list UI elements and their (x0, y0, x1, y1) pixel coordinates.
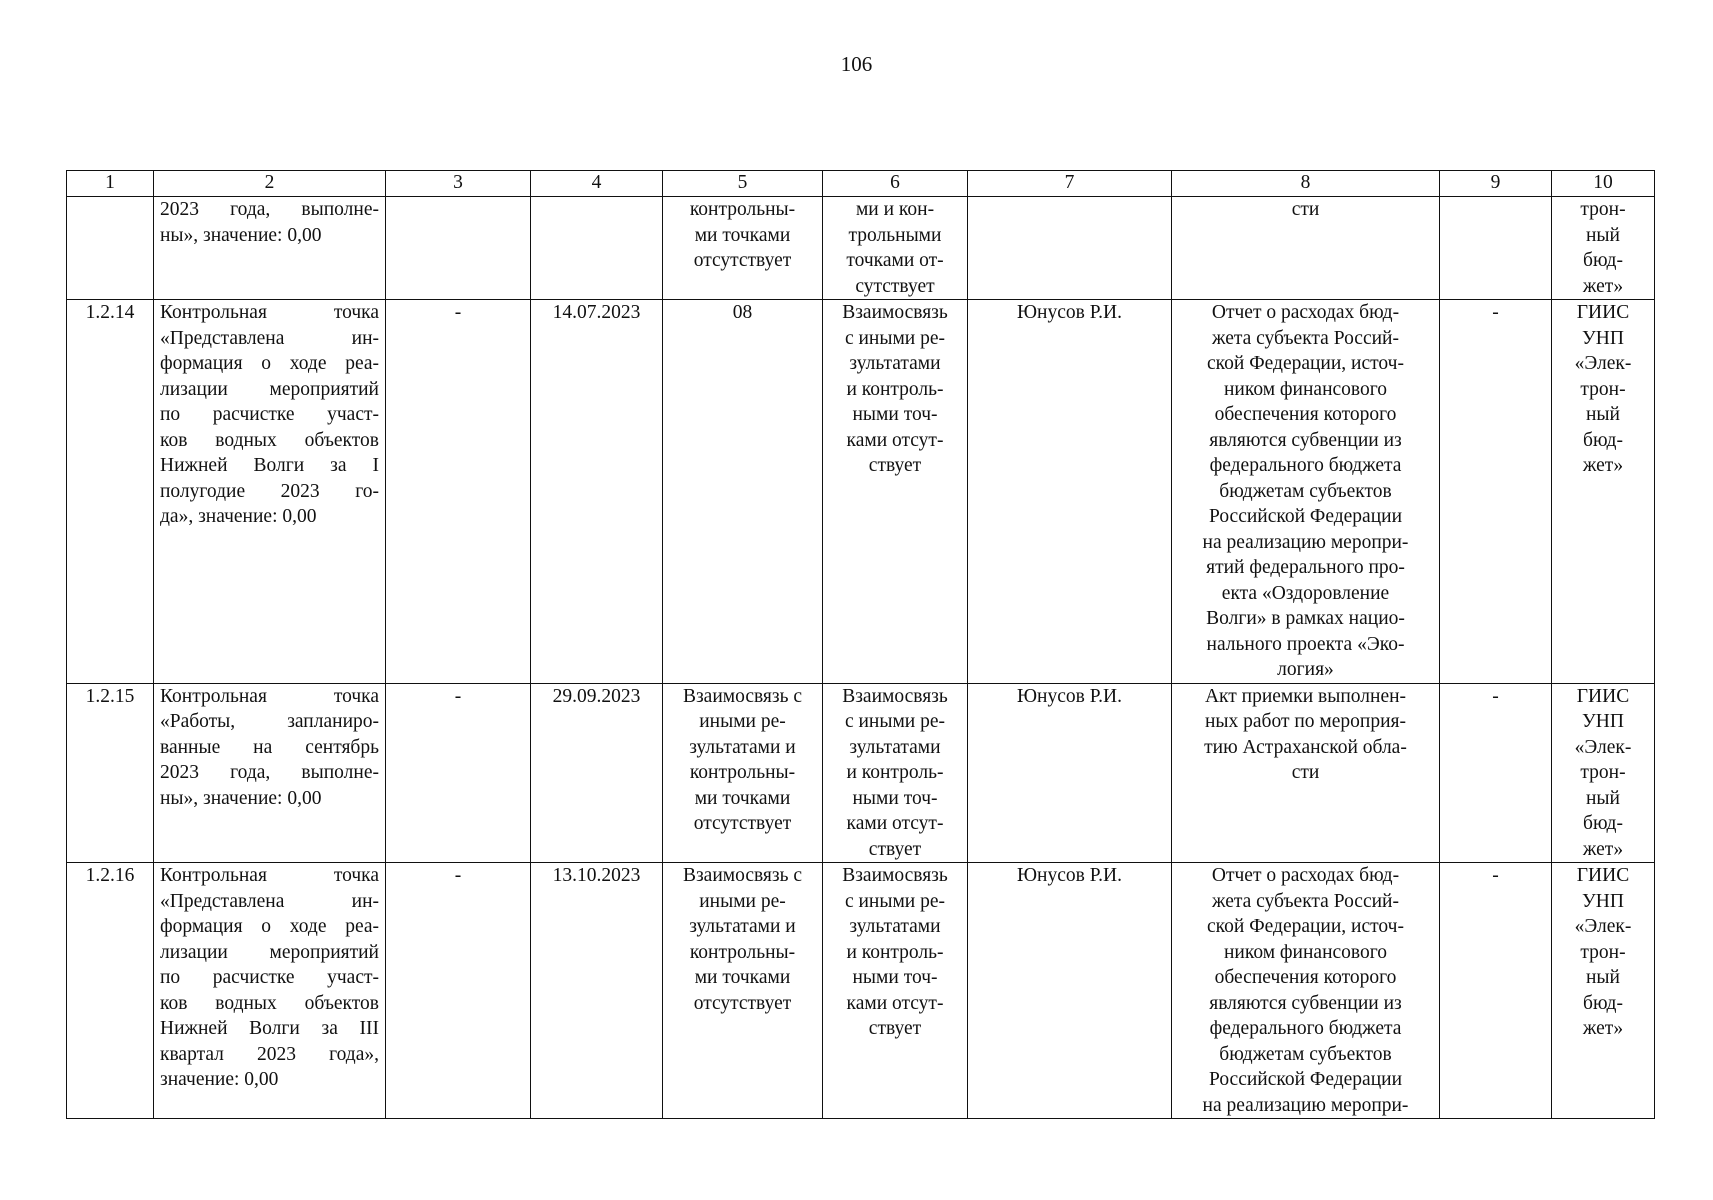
text-line: являются субвенции из (1209, 992, 1402, 1014)
text-line: жет» (1582, 1018, 1624, 1039)
confirming-document (1172, 683, 1440, 863)
text-line: ками отсут- (846, 429, 944, 451)
text-line: Волги» в рамках нацио- (1206, 608, 1405, 629)
column-9-value (1440, 197, 1552, 300)
text-line: федерального бюджета (1209, 1018, 1402, 1039)
text-line: и контроль- (846, 762, 944, 783)
text-line: сти (1291, 762, 1320, 783)
confirming-document (1172, 197, 1440, 300)
text-line: трон- (1580, 199, 1626, 220)
text-line: Контрольная точка (160, 865, 379, 886)
row-number: 1.2.14 (67, 300, 154, 684)
responsible-person: Юнусов Р.И. (968, 683, 1172, 863)
column-header: 3 (386, 171, 531, 197)
text-line: ный (1586, 787, 1620, 809)
control-point-name (154, 683, 386, 863)
text-line: «Элек- (1574, 916, 1632, 937)
text-line: трон- (1580, 941, 1626, 963)
text-line: Взаимосвязь (842, 865, 948, 886)
text-line: Отчет о расходах бюд- (1211, 865, 1400, 886)
column-5-value (663, 683, 823, 863)
text-line: полугодие 2023 го- (160, 480, 379, 502)
column-header: 9 (1440, 171, 1552, 197)
text-line: ков водных объектов (160, 992, 379, 1014)
text-line: иными ре- (699, 711, 786, 732)
text-line: Акт приемки выполнен- (1204, 685, 1407, 707)
text-line: сутствует (855, 275, 935, 297)
text-line: Взаимосвязь (842, 685, 948, 707)
text-line: ГИИС (1576, 685, 1630, 707)
deadline-date: 29.09.2023 (531, 683, 663, 863)
text-line: жета субъекта Россий- (1211, 890, 1399, 912)
column-9-value: - (1440, 683, 1552, 863)
text-line: Нижней Волги за I (160, 455, 379, 476)
text-line: ской Федерации, источ- (1207, 353, 1404, 374)
text-line: бюд- (1583, 429, 1623, 451)
text-line: ми точками (694, 967, 791, 988)
column-header: 7 (968, 171, 1172, 197)
text-line: 2023 года, выполне- (160, 199, 379, 220)
text-line: Взаимосвязь с (682, 865, 803, 886)
text-line: ными точ- (852, 404, 938, 425)
deadline-date: 13.10.2023 (531, 863, 663, 1119)
column-3-value: - (386, 863, 531, 1119)
confirming-document (1172, 863, 1440, 1119)
text-line: 2023 года, выполне- (160, 762, 379, 783)
control-point-name (154, 300, 386, 684)
information-system (1552, 683, 1655, 863)
column-5-value (663, 197, 823, 300)
text-line: ными точ- (852, 787, 938, 809)
text-line: ГИИС (1576, 865, 1630, 886)
text-line: бюд- (1583, 992, 1623, 1014)
text-line: ми и кон- (855, 199, 935, 220)
text-line: бюджетам субъектов (1219, 480, 1392, 502)
text-line: ными точ- (852, 967, 938, 988)
column-header: 4 (531, 171, 663, 197)
text-line: УНП (1582, 711, 1624, 732)
text-line: по расчистке участ- (160, 967, 379, 988)
text-line: с иными ре- (844, 890, 946, 912)
text-line: ми точками (694, 224, 791, 246)
information-system (1552, 197, 1655, 300)
header-row (67, 171, 1655, 197)
text-line: ской Федерации, источ- (1207, 916, 1404, 937)
control-point-name (154, 197, 386, 300)
text-line: «Представлена ин- (160, 327, 379, 349)
text-line: являются субвенции из (1209, 429, 1402, 451)
text-line: «Работы, запланиро- (160, 711, 379, 732)
text-line: Контрольная точка (160, 685, 379, 707)
text-line: обеспечения которого (1214, 967, 1397, 988)
text-line: обеспечения которого (1214, 404, 1397, 425)
text-line: отсутствует (693, 992, 792, 1014)
page-number: 106 (840, 52, 873, 76)
column-header: 1 (67, 171, 154, 197)
text-line: квартал 2023 года», (160, 1043, 379, 1065)
text-line: 08 (732, 302, 753, 323)
text-line: логия» (1277, 659, 1334, 680)
text-line: ми точками (694, 787, 791, 809)
text-line: отсутствует (693, 250, 792, 271)
text-line: ков водных объектов (160, 429, 379, 451)
text-line: екта «Оздоровление (1221, 582, 1390, 604)
table-row (67, 683, 1655, 863)
text-line: «Элек- (1574, 353, 1632, 374)
deadline-date (531, 197, 663, 300)
text-line: значение: 0,00 (160, 1069, 279, 1090)
column-3-value: - (386, 683, 531, 863)
text-line: жета субъекта Россий- (1211, 327, 1399, 349)
text-line: контрольны- (689, 762, 796, 783)
relationship-value (823, 197, 968, 300)
column-header: 8 (1172, 171, 1440, 197)
text-line: зультатами и (689, 916, 796, 937)
text-line: ны», значение: 0,00 (160, 787, 322, 809)
text-line: жет» (1582, 275, 1624, 297)
column-5-value (663, 300, 823, 684)
text-line: ный (1586, 967, 1620, 988)
text-line: ствует (868, 838, 922, 860)
text-line: и контроль- (846, 941, 944, 963)
text-line: лизации мероприятий (160, 941, 379, 963)
row-number: 1.2.16 (67, 863, 154, 1119)
text-line: бюджетам субъектов (1219, 1043, 1392, 1065)
text-line: на реализацию меропри- (1202, 531, 1409, 553)
text-line: с иными ре- (844, 711, 946, 732)
text-line: «Представлена ин- (160, 890, 379, 912)
column-9-value: - (1440, 863, 1552, 1119)
information-system (1552, 300, 1655, 684)
text-line: УНП (1582, 327, 1624, 349)
text-line: ками отсут- (846, 992, 944, 1014)
text-line: зультатами (849, 353, 941, 374)
text-line: бюд- (1583, 813, 1623, 834)
text-line: Российской Федерации (1208, 506, 1403, 527)
relationship-value (823, 863, 968, 1119)
column-header: 6 (823, 171, 968, 197)
text-line: ГИИС (1576, 302, 1630, 323)
text-line: тию Астраханской обла- (1204, 736, 1407, 758)
text-line: лизации мероприятий (160, 378, 379, 400)
deadline-date: 14.07.2023 (531, 300, 663, 684)
text-line: да», значение: 0,00 (160, 506, 317, 527)
column-3-value: - (386, 300, 531, 684)
text-line: трон- (1580, 762, 1626, 783)
text-line: Взаимосвязь (842, 302, 948, 323)
text-line: Отчет о расходах бюд- (1211, 302, 1400, 323)
text-line: на реализацию меропри- (1202, 1094, 1409, 1116)
text-line: Нижней Волги за III (160, 1018, 379, 1039)
text-line: Российской Федерации (1208, 1069, 1403, 1090)
text-line: ником финансового (1223, 378, 1388, 400)
text-line: нального проекта «Эко- (1206, 633, 1405, 655)
text-line: точками от- (846, 250, 944, 271)
text-line: контрольны- (689, 199, 796, 220)
text-line: ятий федерального про- (1206, 557, 1405, 578)
text-line: УНП (1582, 890, 1624, 912)
text-line: ствует (868, 455, 922, 476)
column-3-value (386, 197, 531, 300)
text-line: ный (1586, 224, 1620, 246)
text-line: жет» (1582, 838, 1624, 860)
text-line: трон- (1580, 378, 1626, 400)
control-point-name (154, 863, 386, 1119)
text-line: зультатами (849, 736, 941, 758)
text-line: зультатами (849, 916, 941, 937)
text-line: отсутствует (693, 813, 792, 834)
responsible-person (968, 197, 1172, 300)
text-line: ный (1586, 404, 1620, 425)
text-line: ствует (868, 1018, 922, 1039)
row-number (67, 197, 154, 300)
text-line: Контрольная точка (160, 302, 379, 323)
responsible-person: Юнусов Р.И. (968, 863, 1172, 1119)
row-number: 1.2.15 (67, 683, 154, 863)
text-line: ками отсут- (846, 813, 944, 834)
confirming-document (1172, 300, 1440, 684)
text-line: иными ре- (699, 890, 786, 912)
text-line: Взаимосвязь с (682, 685, 803, 707)
text-line: формация о ходе реа- (160, 916, 379, 937)
text-line: контрольны- (689, 941, 796, 963)
text-line: ванные на сентябрь (160, 736, 379, 758)
responsible-person: Юнусов Р.И. (968, 300, 1172, 684)
text-line: бюд- (1583, 250, 1623, 271)
text-line: с иными ре- (844, 327, 946, 349)
text-line: жет» (1582, 455, 1624, 476)
table-row (67, 300, 1655, 684)
text-line: ны», значение: 0,00 (160, 224, 322, 246)
text-line: формация о ходе реа- (160, 353, 379, 374)
text-line: и контроль- (846, 378, 944, 400)
text-line: федерального бюджета (1209, 455, 1402, 476)
relationship-value (823, 300, 968, 684)
column-5-value (663, 863, 823, 1119)
information-system (1552, 863, 1655, 1119)
text-line: по расчистке участ- (160, 404, 379, 425)
table-row (67, 863, 1655, 1119)
text-line: ником финансового (1223, 941, 1388, 963)
relationship-value (823, 683, 968, 863)
text-line: сти (1291, 199, 1320, 220)
column-header: 2 (154, 171, 386, 197)
column-9-value: - (1440, 300, 1552, 684)
column-header: 5 (663, 171, 823, 197)
text-line: ных работ по мероприя- (1204, 711, 1407, 732)
control-points-table (66, 170, 1655, 1119)
text-line: трольными (848, 224, 942, 246)
table-row (67, 197, 1655, 300)
text-line: зультатами и (689, 736, 796, 758)
text-line: «Элек- (1574, 736, 1632, 758)
column-header: 10 (1552, 171, 1655, 197)
